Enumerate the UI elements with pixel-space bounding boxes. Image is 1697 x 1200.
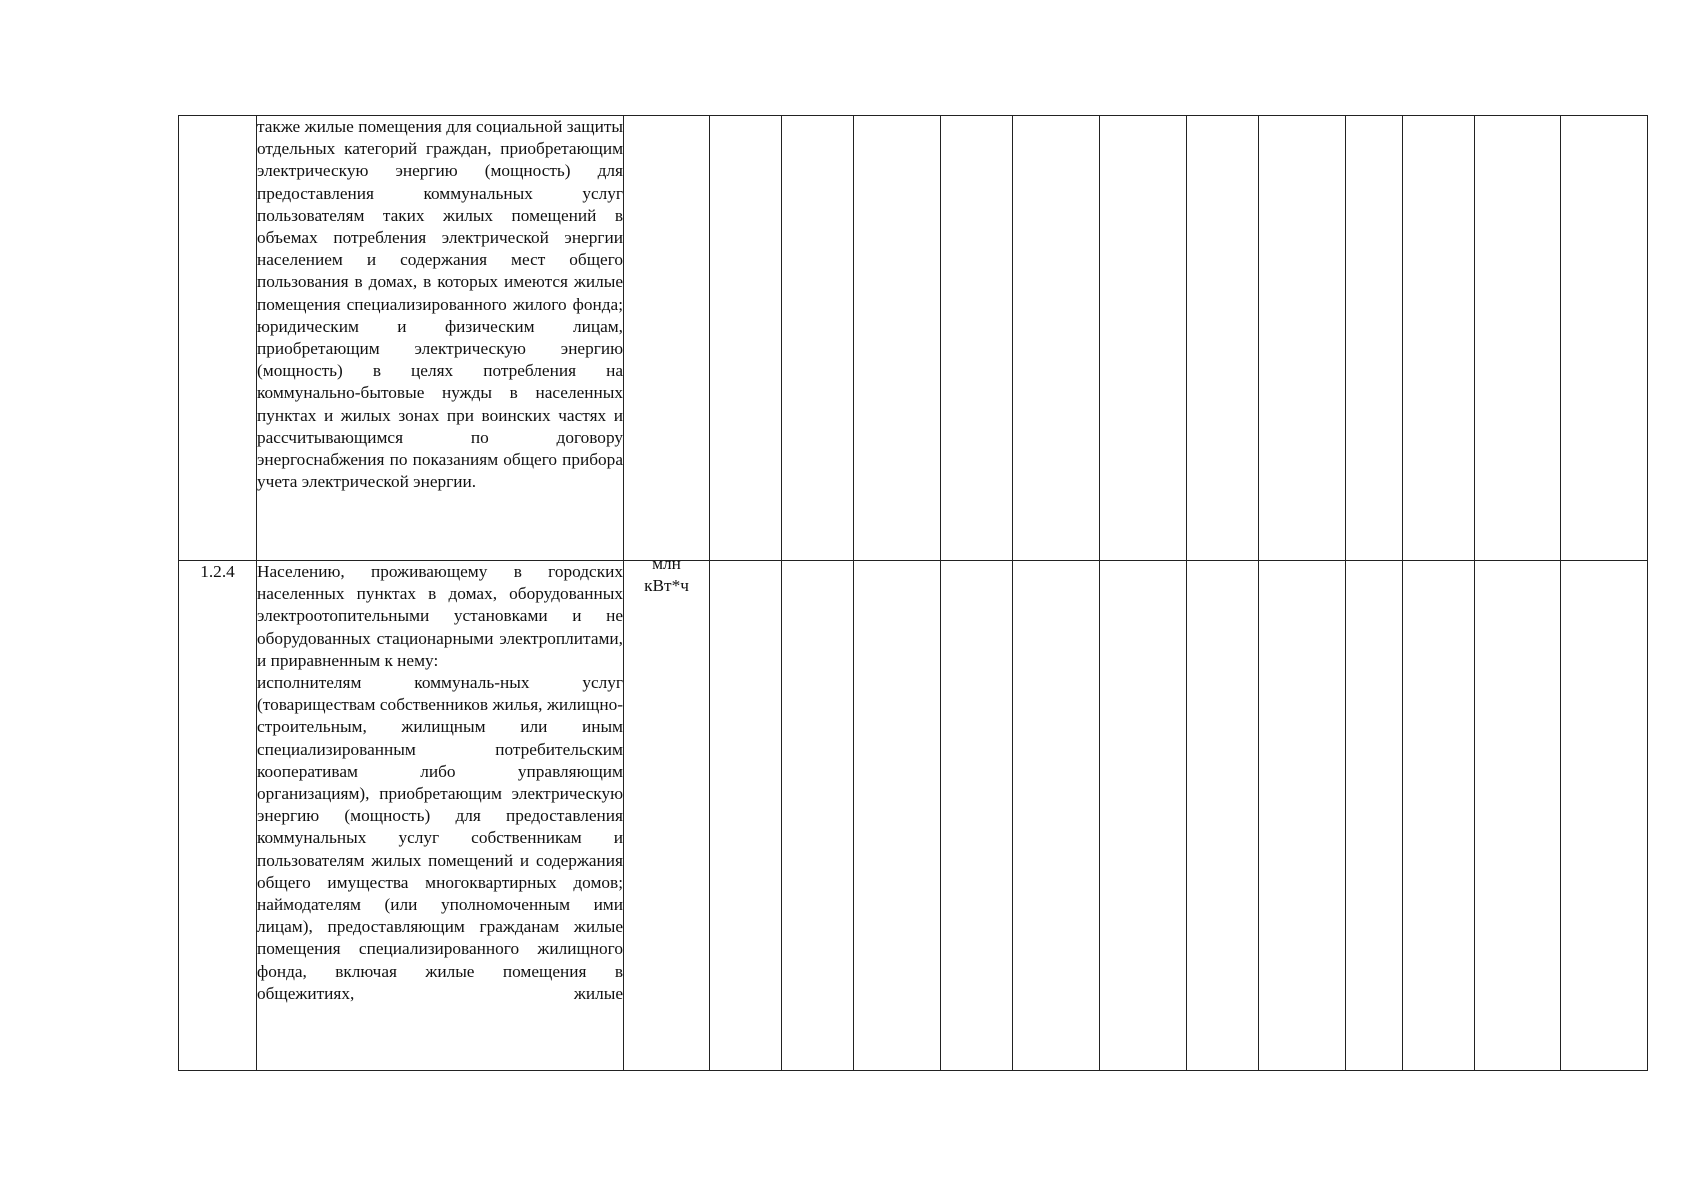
value-cell [1403,116,1475,561]
value-cell [941,561,1013,1071]
description-paragraph: исполнителям коммуналь-ных услуг (товариществам собственников жилья, жилищно-строительным, жилищным или иным специализированным потребительским кооперативам либо управляющим организациям), приобретающим электрическую энергию (мощность) для предоставления коммунальных услуг собственникам и пользователям жилых помещений и содержания общего имущества многоквартирных домов; наймодателям (или уполномоченным ими лицам), предоставляющим гражданам жилые помещения специализированного жилищного фонда, включая жилые помещения в общежитиях, жилые [257,673,623,1003]
value-cell [1403,561,1475,1071]
tariff-table [178,115,1648,1071]
description-paragraph: Населению, проживающему в городских населенных пунктах в домах, оборудованных электроотопительными установками и не оборудованных стационарными электроплитами, и приравненным к нему: [257,562,623,670]
value-cell [941,116,1013,561]
description-paragraph: юридическим и физическим лицам, приобретающим электрическую энергию (мощность) в целях потребления на коммунально-бытовые нужды в населенных пунктах и жилых зонах при воинских частях и рассчитывающимся по договору энергоснабжения по показаниям общего прибора учета электрической энергии. [257,316,623,492]
unit-cell [624,554,710,1071]
value-cell [1561,116,1648,561]
value-cell [1346,116,1403,561]
value-cell [1187,561,1259,1071]
table-row [179,116,1648,561]
value-cell [1187,116,1259,561]
table-row [179,561,1648,1071]
value-cell [710,561,782,1071]
row-description [257,116,624,561]
value-cell [1346,561,1403,1071]
unit-cell [624,116,710,561]
value-cell [1100,116,1187,561]
value-cell [782,561,854,1071]
value-cell [1259,561,1346,1071]
value-cell [1013,116,1100,561]
row-description [257,561,624,1071]
value-cell [1259,116,1346,561]
description-paragraph: также жилые помещения для социальной защиты отдельных категорий граждан, приобретающим электрическую энергию (мощность) для предоставления коммунальных услуг пользователям таких жилых помещений в объемах потребления электрической энергии населением и содержания мест общего пользования в домах, в которых имеются жилые помещения специализированного жилого фонда; [257,117,623,314]
value-cell [1013,561,1100,1071]
value-cell [1475,116,1561,561]
value-cell [1100,561,1187,1071]
row-number: 1.2.4 [179,561,257,1071]
value-cell [782,116,854,561]
value-cell [854,116,941,561]
row-number [179,116,257,561]
unit-label-line1: млн [652,554,681,573]
value-cell [854,561,941,1071]
value-cell [710,116,782,561]
value-cell [1561,561,1648,1071]
value-cell [1475,561,1561,1071]
unit-label-line2: кВт*ч [644,576,689,596]
